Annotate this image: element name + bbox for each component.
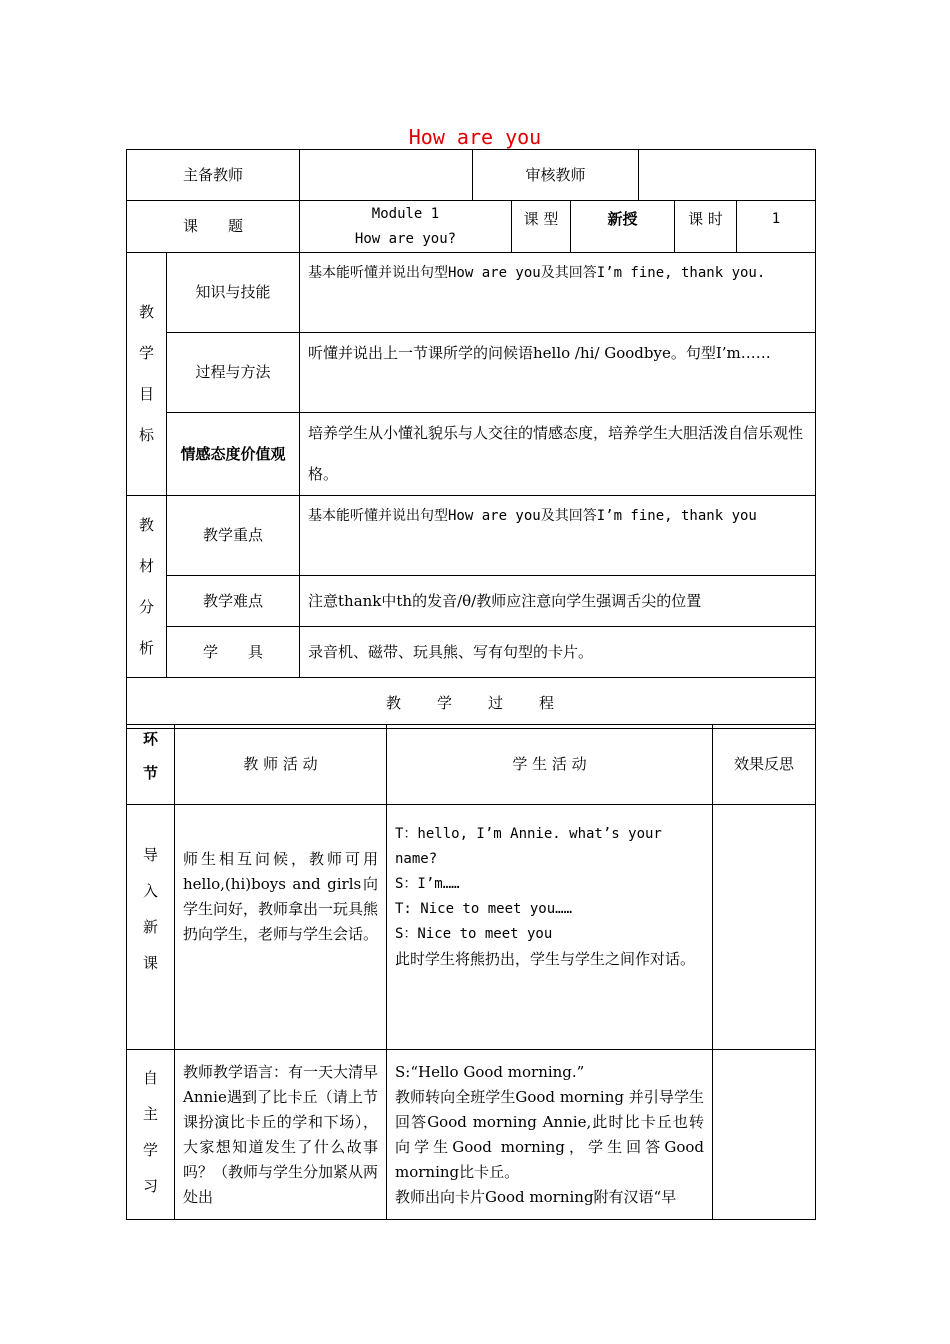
analysis-char-2: 材 — [138, 556, 154, 575]
col-student-header: 学 生 活 动 — [387, 725, 713, 805]
analysis-text-difficulty: 注意thank中th的发音/θ/教师应注意向学生强调舌尖的位置 — [300, 576, 816, 627]
student-activity-self-study — [387, 1050, 713, 1220]
objective-text-process: 听懂并说出上一节课所学的问候语hello /hi/ Goodbye。句型I’m…… — [300, 333, 816, 413]
teacher-activity-self-study: 教师教学语言：有一天大清早Annie遇到了比卡丘（请上节课扮演比卡丘的学和下场），大家想知道发生了什么故事吗？（教师与学生分加紧从两处出 — [175, 1050, 387, 1220]
student-line: 教师转向全班学生Good morning 并引导学生回答Good morning Annie,此时比卡丘也转向学生Good morning，学生回答Good morning比卡丘。 — [395, 1088, 704, 1181]
analysis-group-label — [127, 496, 167, 678]
review-teacher-value — [639, 150, 816, 201]
objectives-table — [126, 252, 816, 729]
stage-intro-char-1: 导 — [142, 846, 158, 864]
student-line: 教师出向卡片Good morning附有汉语“早 — [395, 1188, 677, 1206]
period-label: 课 时 — [675, 201, 737, 253]
topic-table — [126, 200, 816, 253]
stage-self-char-3: 学 — [142, 1141, 158, 1159]
analysis-text-key: 基本能听懂并说出句型How are you及其回答I’m fine, thank you — [300, 496, 816, 576]
col-reflect-header: 效果反思 — [713, 725, 816, 805]
process-heading: 教 学 过 程 — [127, 678, 816, 729]
process-table — [126, 724, 816, 1220]
objectives-char-1: 教 — [138, 303, 154, 321]
student-line: S：Nice to meet you — [395, 926, 553, 942]
stage-intro-char-3: 新 — [142, 918, 158, 936]
type-value: 新授 — [571, 201, 675, 253]
objective-label-knowledge: 知识与技能 — [167, 253, 300, 333]
table-row — [127, 805, 816, 1050]
analysis-label-key: 教学重点 — [167, 496, 300, 576]
analysis-char-1: 教 — [138, 515, 154, 534]
analysis-label-tools: 学 具 — [167, 627, 300, 678]
main-teacher-label: 主备教师 — [127, 150, 300, 201]
stage-self-char-4: 习 — [142, 1177, 158, 1195]
col-stage-header — [127, 725, 175, 805]
objective-label-attitude: 情感态度价值观 — [167, 413, 300, 496]
col-teacher-header: 教 师 活 动 — [175, 725, 387, 805]
teacher-activity-intro: 师生相互问候，教师可用hello,(hi)boys and girls向学生问好，教师拿出一玩具熊扔向学生，老师与学生会话。 — [175, 805, 387, 1050]
reflect-self-study — [713, 1050, 816, 1220]
table-row — [127, 1050, 816, 1220]
student-line: T: Nice to meet you…… — [395, 901, 573, 917]
review-teacher-label: 审核教师 — [473, 150, 639, 201]
objective-label-process: 过程与方法 — [167, 333, 300, 413]
topic-label: 课 题 — [127, 201, 300, 253]
col-stage-char-2: 节 — [142, 764, 158, 782]
stage-self-study — [127, 1050, 175, 1220]
analysis-label-difficulty: 教学难点 — [167, 576, 300, 627]
topic-line-2: How are you? — [354, 230, 457, 247]
analysis-char-4: 析 — [138, 638, 154, 657]
col-stage-char-1: 环 — [142, 730, 158, 748]
analysis-char-3: 分 — [138, 597, 154, 616]
stage-self-char-2: 主 — [142, 1105, 158, 1123]
header-table — [126, 149, 816, 201]
student-line: 此时学生将熊扔出，学生与学生之间作对话。 — [395, 950, 696, 968]
stage-self-char-1: 自 — [142, 1069, 158, 1087]
analysis-text-tools: 录音机、磁带、玩具熊、写有句型的卡片。 — [300, 627, 816, 678]
type-label: 课 型 — [512, 201, 571, 253]
student-line: S：I’m…… — [395, 876, 460, 892]
student-activity-intro — [387, 805, 713, 1050]
objective-text-attitude: 培养学生从小懂礼貌乐与人交往的情感态度，培养学生大胆活泼自信乐观性格。 — [300, 413, 816, 496]
objectives-char-3: 目 — [138, 385, 154, 403]
stage-intro — [127, 805, 175, 1050]
topic-value — [300, 201, 512, 253]
period-value: 1 — [737, 201, 816, 253]
student-line: T：hello, I’m Annie. what’s your name? — [395, 826, 662, 867]
document-title: How are you — [408, 125, 542, 149]
objectives-group-label — [127, 253, 167, 496]
student-line: S:“Hello Good morning.” — [395, 1063, 585, 1081]
reflect-intro — [713, 805, 816, 1050]
objective-text-knowledge: 基本能听懂并说出句型How are you及其回答I’m fine, thank you. — [300, 253, 816, 333]
objectives-char-4: 标 — [138, 426, 154, 444]
stage-intro-char-2: 入 — [142, 882, 158, 900]
objectives-char-2: 学 — [138, 344, 154, 362]
topic-line-1: Module 1 — [371, 205, 440, 222]
stage-intro-char-4: 课 — [142, 954, 158, 972]
main-teacher-value — [300, 150, 473, 201]
